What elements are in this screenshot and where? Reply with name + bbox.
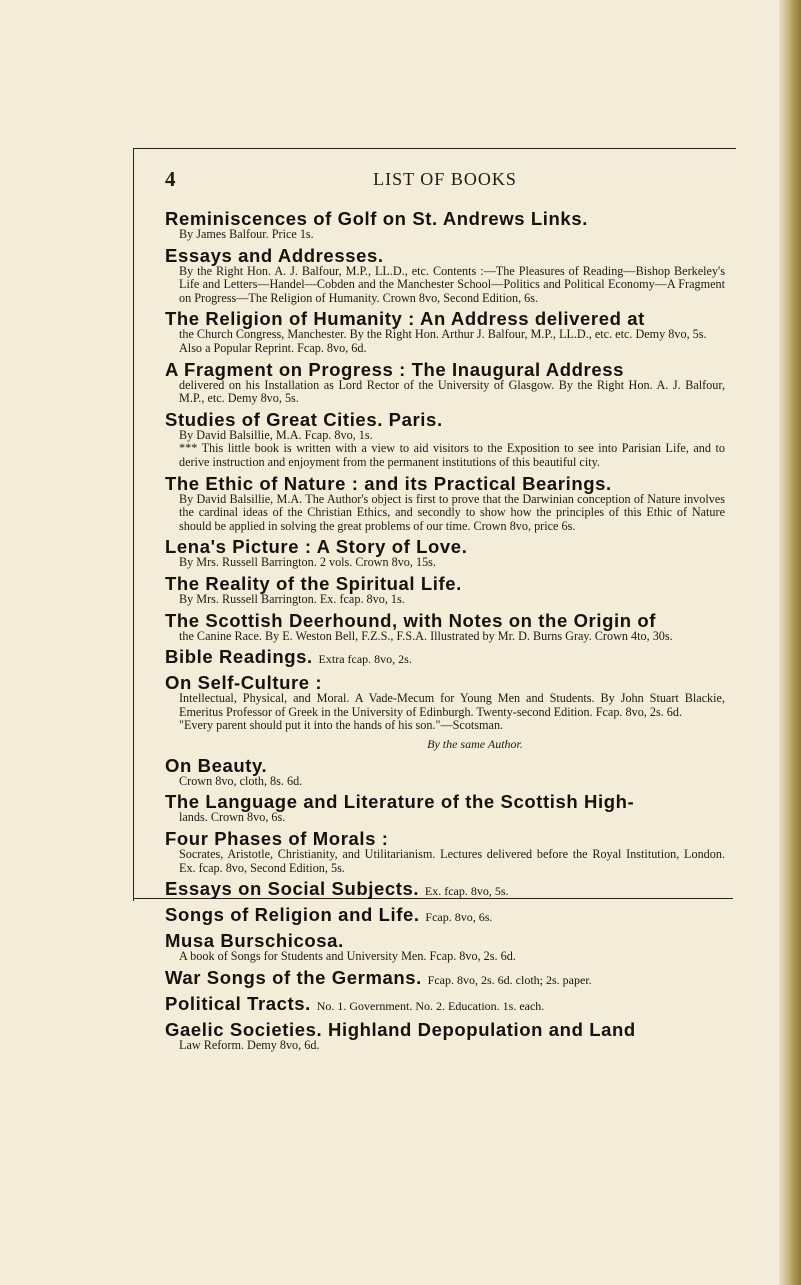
book-title-text: Songs of Religion and Life. [165, 904, 420, 926]
book-title: Essays and Addresses. [165, 244, 384, 266]
book-entry [165, 994, 725, 1016]
same-author-note: By the same Author. [427, 736, 523, 751]
book-title: A Fragment on Progress : The Inaugural Address [165, 358, 624, 380]
book-title-text: Bible Readings. [165, 646, 313, 668]
book-details: By James Balfour. Price 1s. [179, 227, 314, 241]
book-details: Crown 8vo, cloth, 8s. 6d. [179, 773, 303, 788]
book-title [165, 994, 725, 1016]
book-details: A book of Songs for Students and University Men. Fcap. 8vo, 2s. 6d. [179, 949, 516, 964]
book-title [165, 905, 725, 927]
book-entry [165, 905, 725, 927]
book-entry [165, 931, 725, 964]
book-details-inline: Ex. fcap. 8vo, 5s. [424, 884, 509, 899]
page-header [165, 167, 725, 197]
book-details: Also a Popular Reprint. Fcap. 8vo, 6d. [179, 340, 367, 355]
book-details: Socrates, Aristotle, Christianity, and Utilitarianism. Lectures delivered before the Royal Institution, London. Ex. fcap. 8vo, Second Edition, 5s. [179, 847, 725, 875]
book-title: The Language and Literature of the Scottish High- [165, 791, 635, 813]
book-entry [165, 647, 725, 669]
book-details-inline: Fcap. 8vo, 2s. 6d. cloth; 2s. paper. [427, 972, 592, 987]
book-title [165, 647, 725, 669]
book-details: By David Balsillie, M.A. The Author's object is first to prove that the Darwinian conception of Nature involves the cardinal ideas of the Christian Ethics, and secondly to show how the principles of this Ethic of Nature should be applied in solving the great problems of our time. Crown 8vo, price 6s. [179, 491, 725, 533]
book-details: By Mrs. Russell Barrington. Ex. fcap. 8vo, 1s. [179, 591, 405, 606]
book-entry [165, 309, 725, 355]
book-details-inline: Extra fcap. 8vo, 2s. [318, 652, 412, 667]
book-title: The Religion of Humanity : An Address delivered at [165, 308, 645, 330]
book-list [165, 209, 725, 1056]
book-entry [165, 611, 725, 644]
page-title: LIST OF BOOKS [373, 169, 517, 189]
book-title [165, 968, 725, 990]
book-details-inline: No. 1. Government. No. 2. Education. 1s. each. [316, 998, 545, 1013]
book-title-text: Essays on Social Subjects. [165, 878, 420, 900]
book-entry [165, 360, 725, 406]
page-number: 4 [165, 167, 176, 191]
page-edge-shadow [779, 0, 801, 1285]
book-entry [165, 829, 725, 875]
book-details: lands. Crown 8vo, 6s. [179, 810, 286, 825]
book-details: By David Balsillie, M.A. Fcap. 8vo, 1s. [179, 427, 373, 442]
book-title: Studies of Great Cities. Paris. [165, 408, 443, 430]
book-details: delivered on his Installation as Lord Rector of the University of Glasgow. By the Right Hon. A. J. Balfour, M.P., etc. Demy 8vo, 5s. [179, 377, 725, 406]
book-title: The Ethic of Nature : and its Practical Bearings. [165, 472, 612, 494]
book-title-text: War Songs of the Germans. [165, 966, 422, 988]
book-entry [165, 209, 725, 242]
book-title: Gaelic Societies. Highland Depopulation and Land [165, 1018, 636, 1040]
book-title: The Reality of the Spiritual Life. [165, 572, 462, 594]
book-title: Musa Burschicosa. [165, 930, 344, 952]
book-entry [165, 246, 725, 306]
book-title: Lena's Picture : A Story of Love. [165, 536, 468, 558]
book-entry [165, 879, 725, 901]
book-details-inline: Fcap. 8vo, 6s. [425, 910, 493, 925]
book-title-text: Political Tracts. [165, 992, 311, 1014]
book-title [165, 879, 725, 901]
book-details: By the Right Hon. A. J. Balfour, M.P., LL.D., etc. Contents :—The Pleasures of Reading—Bishop Berkeley's Life and Letters—Handel—Cobden and the Manchester School—Politics and Political Economy—A Fragment on Progress—The Religion of Humanity. Crown 8vo, Second Edition, 6s. [179, 263, 725, 305]
book-title: The Scottish Deerhound, with Notes on the Origin of [165, 609, 657, 631]
book-title: Four Phases of Morals : [165, 828, 389, 850]
book-entry [165, 537, 725, 570]
book-entry [165, 474, 725, 534]
book-note: *** This little book is written with a view to aid visitors to the Exposition to see into Parisian Life, and to derive instruction and enjoyment from the permanent institutions of this beautiful city. [179, 441, 725, 469]
book-entry [165, 756, 725, 789]
book-details: Law Reform. Demy 8vo, 6d. [179, 1037, 320, 1052]
book-title: Reminiscences of Golf on St. Andrews Links. [165, 208, 588, 229]
book-quote: "Every parent should put it into the hands of his son."—Scotsman. [179, 718, 504, 733]
book-entry [165, 410, 725, 470]
book-details: By Mrs. Russell Barrington. 2 vols. Crown 8vo, 15s. [179, 555, 436, 570]
book-title: On Beauty. [165, 754, 268, 776]
book-entry [165, 968, 725, 990]
book-entry [165, 1020, 725, 1053]
book-details: Intellectual, Physical, and Moral. A Vade-Mecum for Young Men and Students. By John Stuart Blackie, Emeritus Professor of Greek in the University of Edinburgh. Twenty-second Edition. Fcap. 8vo, 2s. 6d. [179, 691, 725, 719]
book-details: the Canine Race. By E. Weston Bell, F.Z.S., F.S.A. Illustrated by Mr. D. Burns Gray. Crown 4to, 30s. [179, 628, 673, 643]
book-entry [165, 792, 725, 825]
book-entry [165, 673, 725, 752]
book-entry [165, 574, 725, 607]
book-title: On Self-Culture : [165, 672, 323, 694]
book-details: the Church Congress, Manchester. By the Right Hon. Arthur J. Balfour, M.P., LL.D., etc. etc. Demy 8vo, 5s. [179, 327, 707, 342]
